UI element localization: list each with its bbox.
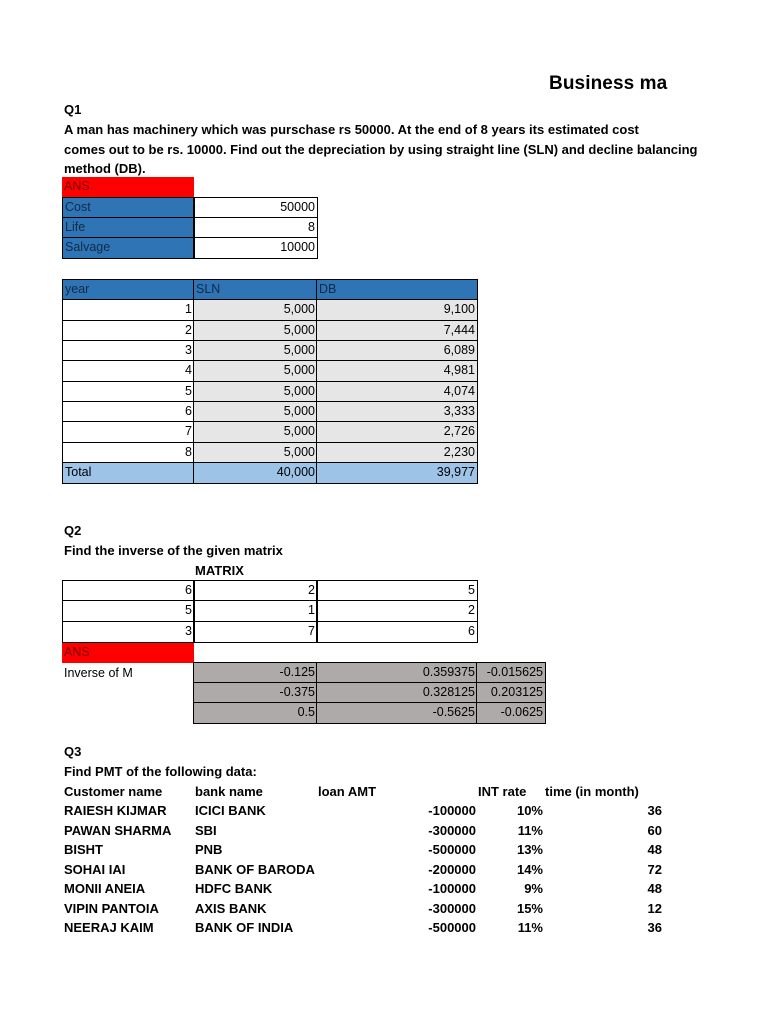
inverse-cell[interactable]: -0.015625 — [476, 662, 546, 683]
q3-header-customer: Customer name — [64, 784, 163, 799]
q2-matrix-label: MATRIX — [195, 563, 244, 578]
q3-row-bank: BANK OF INDIA — [195, 920, 294, 935]
q1-row-db[interactable]: 4,981 — [316, 360, 478, 382]
q1-input-value-cost[interactable]: 50000 — [193, 197, 318, 218]
q1-row-year[interactable]: 4 — [62, 360, 195, 382]
inverse-cell[interactable]: -0.125 — [193, 662, 318, 683]
q1-row-year[interactable]: 1 — [62, 299, 195, 321]
q1-row-sln[interactable]: 5,000 — [193, 442, 318, 463]
q1-header-sln: SLN — [193, 279, 318, 300]
q3-row-rate: 11% — [517, 920, 543, 935]
inverse-cell[interactable]: 0.5 — [193, 702, 318, 724]
q1-label: Q1 — [64, 102, 82, 117]
q3-row-customer: RAIESH KIJMAR — [64, 803, 167, 818]
q1-question-line-1: A man has machinery which was purschase rs 50000. At the end of 8 years its estimated cost — [64, 122, 639, 137]
matrix-cell[interactable]: 1 — [193, 600, 318, 622]
matrix-cell[interactable]: 6 — [62, 580, 195, 601]
q3-row-time: 60 — [647, 823, 662, 838]
q1-total-db[interactable]: 39,977 — [316, 462, 478, 484]
q2-inverse-label: Inverse of M — [64, 666, 133, 680]
q1-row-db[interactable]: 6,089 — [316, 340, 478, 361]
q1-row-year[interactable]: 2 — [62, 320, 195, 341]
q2-question: Find the inverse of the given matrix — [64, 543, 283, 558]
q3-row-rate: 10% — [516, 803, 543, 818]
q1-row-sln[interactable]: 5,000 — [193, 360, 318, 382]
inverse-cell[interactable]: -0.375 — [193, 682, 318, 703]
q1-total-sln[interactable]: 40,000 — [193, 462, 318, 484]
page-title: Business ma — [549, 73, 668, 94]
q1-row-sln[interactable]: 5,000 — [193, 299, 318, 321]
q3-row-customer: BISHT — [64, 842, 103, 857]
q1-row-db[interactable]: 3,333 — [316, 401, 478, 422]
q1-input-label-cost: Cost — [62, 197, 195, 218]
q3-row-rate: 11% — [517, 823, 543, 838]
q1-row-year[interactable]: 3 — [62, 340, 195, 361]
q3-row-loan: -300000 — [428, 823, 476, 838]
q1-header-db: DB — [316, 279, 478, 300]
inverse-cell[interactable]: 0.203125 — [476, 682, 546, 703]
q1-row-db[interactable]: 7,444 — [316, 320, 478, 341]
q1-row-year[interactable]: 5 — [62, 381, 195, 402]
q3-row-loan: -100000 — [428, 881, 476, 896]
q3-header-time: time (in month) — [545, 784, 639, 799]
q3-row-loan: -300000 — [428, 901, 476, 916]
q3-row-time: 48 — [647, 842, 662, 857]
inverse-cell[interactable]: 0.328125 — [316, 682, 478, 703]
inverse-cell[interactable]: 0.359375 — [316, 662, 478, 683]
q3-row-bank: ICICI BANK — [195, 803, 266, 818]
q3-row-bank: AXIS BANK — [195, 901, 267, 916]
inverse-cell[interactable]: -0.5625 — [316, 702, 478, 724]
matrix-cell[interactable]: 2 — [193, 580, 318, 601]
q3-row-time: 36 — [647, 803, 662, 818]
q3-row-time: 36 — [647, 920, 662, 935]
q3-header-rate: INT rate — [478, 784, 527, 799]
q3-row-bank: PNB — [195, 842, 223, 857]
q3-row-customer: MONII ANEIA — [64, 881, 146, 896]
q1-row-sln[interactable]: 5,000 — [193, 421, 318, 443]
q1-row-year[interactable]: 7 — [62, 421, 195, 443]
q1-total-label: Total — [62, 462, 195, 484]
q1-row-db[interactable]: 9,100 — [316, 299, 478, 321]
q3-row-loan: -100000 — [428, 803, 476, 818]
q3-row-customer: VIPIN PANTOIA — [64, 901, 159, 916]
q3-row-rate: 14% — [516, 862, 543, 877]
matrix-cell[interactable]: 7 — [193, 621, 318, 643]
q3-question: Find PMT of the following data: — [64, 764, 257, 779]
q1-row-sln[interactable]: 5,000 — [193, 381, 318, 402]
q1-input-value-salvage[interactable]: 10000 — [193, 237, 318, 259]
q3-row-bank: SBI — [195, 823, 217, 838]
q3-row-rate: 9% — [524, 881, 543, 896]
q1-ans-label: ANS — [62, 177, 194, 197]
q3-row-loan: -200000 — [428, 862, 476, 877]
matrix-cell[interactable]: 5 — [316, 580, 478, 601]
q3-row-customer: PAWAN SHARMA — [64, 823, 172, 838]
q3-row-rate: 13% — [516, 842, 543, 857]
q3-row-customer: NEERAJ KAIM — [64, 920, 154, 935]
q1-row-year[interactable]: 8 — [62, 442, 195, 463]
matrix-cell[interactable]: 3 — [62, 621, 195, 643]
q1-row-year[interactable]: 6 — [62, 401, 195, 422]
q1-question-line-2: comes out to be rs. 10000. Find out the depreciation by using straight line (SLN) and decline balancing — [64, 142, 698, 157]
q3-row-rate: 15% — [516, 901, 543, 916]
q3-row-loan: -500000 — [428, 842, 476, 857]
q3-row-time: 72 — [647, 862, 662, 877]
matrix-cell[interactable]: 6 — [316, 621, 478, 643]
q1-row-sln[interactable]: 5,000 — [193, 340, 318, 361]
q3-header-loan: loan AMT — [318, 784, 377, 799]
q1-row-sln[interactable]: 5,000 — [193, 401, 318, 422]
q3-row-bank: HDFC BANK — [195, 881, 273, 896]
q3-row-time: 48 — [647, 881, 662, 896]
q1-row-db[interactable]: 2,726 — [316, 421, 478, 443]
matrix-cell[interactable]: 2 — [316, 600, 478, 622]
q1-input-label-salvage: Salvage — [62, 237, 195, 259]
q2-label: Q2 — [64, 523, 82, 538]
inverse-cell[interactable]: -0.0625 — [476, 702, 546, 724]
q1-header-year: year — [62, 279, 195, 300]
q3-row-customer: SOHAI IAI — [64, 862, 126, 877]
matrix-cell[interactable]: 5 — [62, 600, 195, 622]
q3-header-bank: bank name — [195, 784, 263, 799]
q3-row-loan: -500000 — [428, 920, 476, 935]
q3-row-time: 12 — [647, 901, 662, 916]
q1-row-db[interactable]: 4,074 — [316, 381, 478, 402]
q1-input-value-life[interactable]: 8 — [193, 217, 318, 238]
q1-row-db[interactable]: 2,230 — [316, 442, 478, 463]
q1-question-line-3: method (DB). — [64, 161, 146, 176]
q1-row-sln[interactable]: 5,000 — [193, 320, 318, 341]
q2-ans-label: ANS — [62, 643, 194, 663]
q3-label: Q3 — [64, 744, 82, 759]
q1-input-label-life: Life — [62, 217, 195, 238]
q3-row-bank: BANK OF BARODA — [195, 862, 315, 877]
